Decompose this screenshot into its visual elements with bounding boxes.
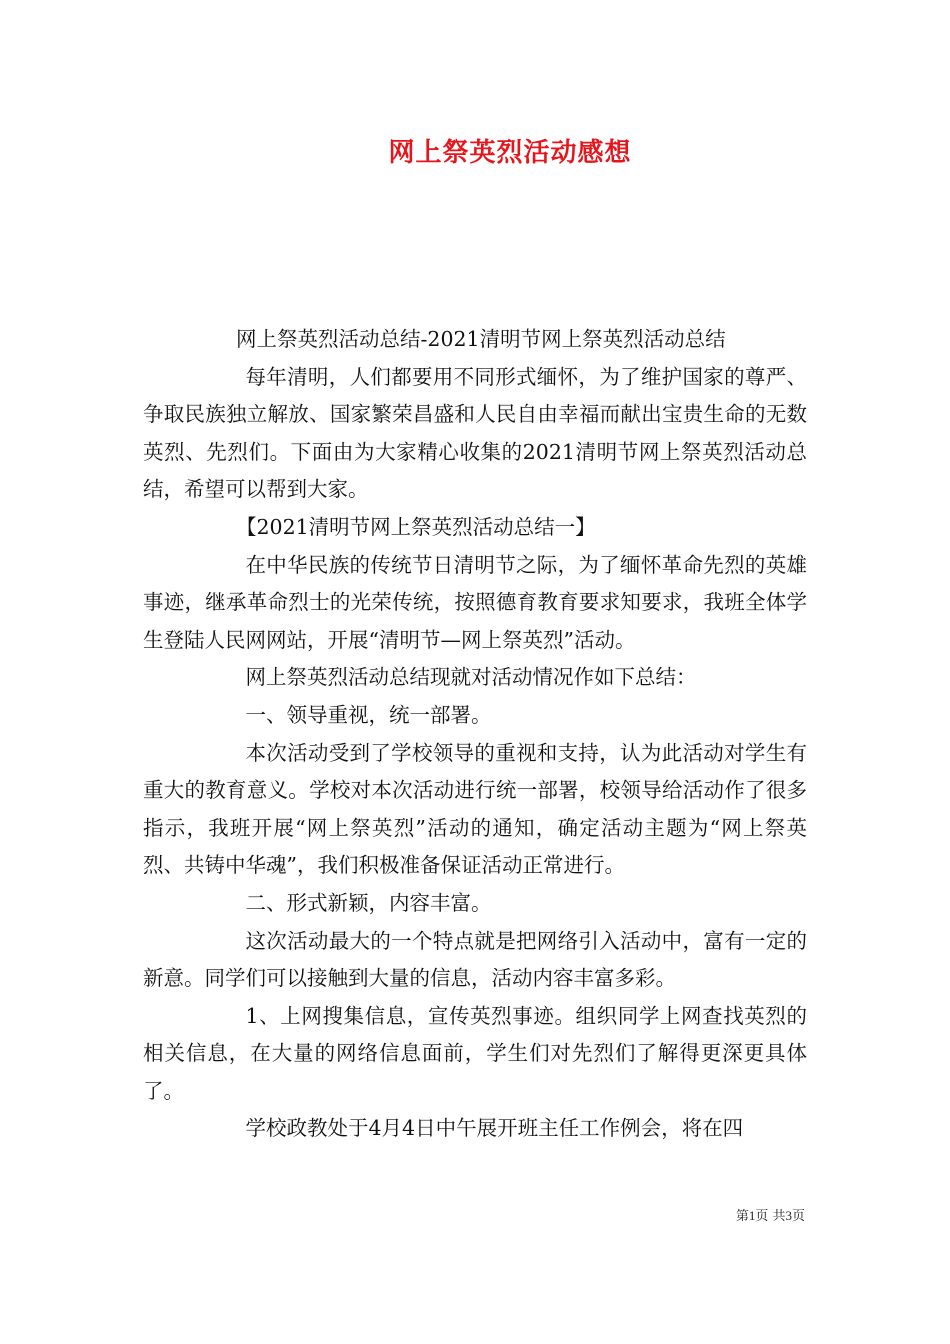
paragraph: 1、上网搜集信息，宣传英烈事迹。组织同学上网查找英烈的相关信息，在大量的网络信息面前，学生们对先烈们了解得更深更具体了。 — [143, 1003, 807, 1103]
paragraph: 网上祭英烈活动总结现就对活动情况作如下总结： — [245, 665, 697, 690]
page-footer — [736, 1205, 805, 1224]
document-title: 网上祭英烈活动感想 — [388, 138, 632, 168]
footer-total-pages: 3 — [785, 1208, 792, 1223]
document-body — [143, 321, 807, 1148]
paragraph: 学校政教处于4月4日中午展开班主任工作例会，将在四 — [245, 1116, 744, 1141]
paragraph: 在中华民族的传统节日清明节之际，为了缅怀革命先烈的英雄事迹，继承革命烈士的光荣传统，按照德育教育要求知要求，我班全体学生登陆人民网网站，开展“清明节—网上祭英烈”活动。 — [143, 552, 807, 652]
paragraph: 本次活动受到了学校领导的重视和支持，认为此活动对学生有重大的教育意义。学校对本次活动进行统一部署，校领导给活动作了很多指示，我班开展“网上祭英烈”活动的通知，确定活动主题为“网上祭英烈、共铸中华魂”，我们积极准备保证活动正常进行。 — [143, 740, 807, 878]
paragraph: 一、领导重视，统一部署。 — [245, 702, 492, 727]
paragraph: 二、形式新颖，内容丰富。 — [245, 890, 492, 915]
footer-suffix: 页 — [791, 1209, 805, 1224]
footer-page-number: 1 — [748, 1208, 756, 1223]
footer-prefix: 第 — [735, 1209, 749, 1224]
footer-middle: 页 共 — [755, 1209, 786, 1224]
paragraph: 每年清明，人们都要用不同形式缅怀，为了维护国家的尊严、争取民族独立解放、国家繁荣昌盛和人民自由幸福而献出宝贵生命的无数英烈、先烈们。下面由为大家精心收集的2021清明节网上祭英烈活动总结，希望可以帮到大家。 — [143, 364, 807, 502]
paragraph: 这次活动最大的一个特点就是把网络引入活动中，富有一定的新意。同学们可以接触到大量的信息，活动内容丰富多彩。 — [143, 928, 807, 991]
section-heading: 【2021清明节网上祭英烈活动总结一】 — [236, 514, 596, 539]
subtitle-line: 网上祭英烈活动总结-2021清明节网上祭英烈活动总结 — [236, 327, 726, 351]
